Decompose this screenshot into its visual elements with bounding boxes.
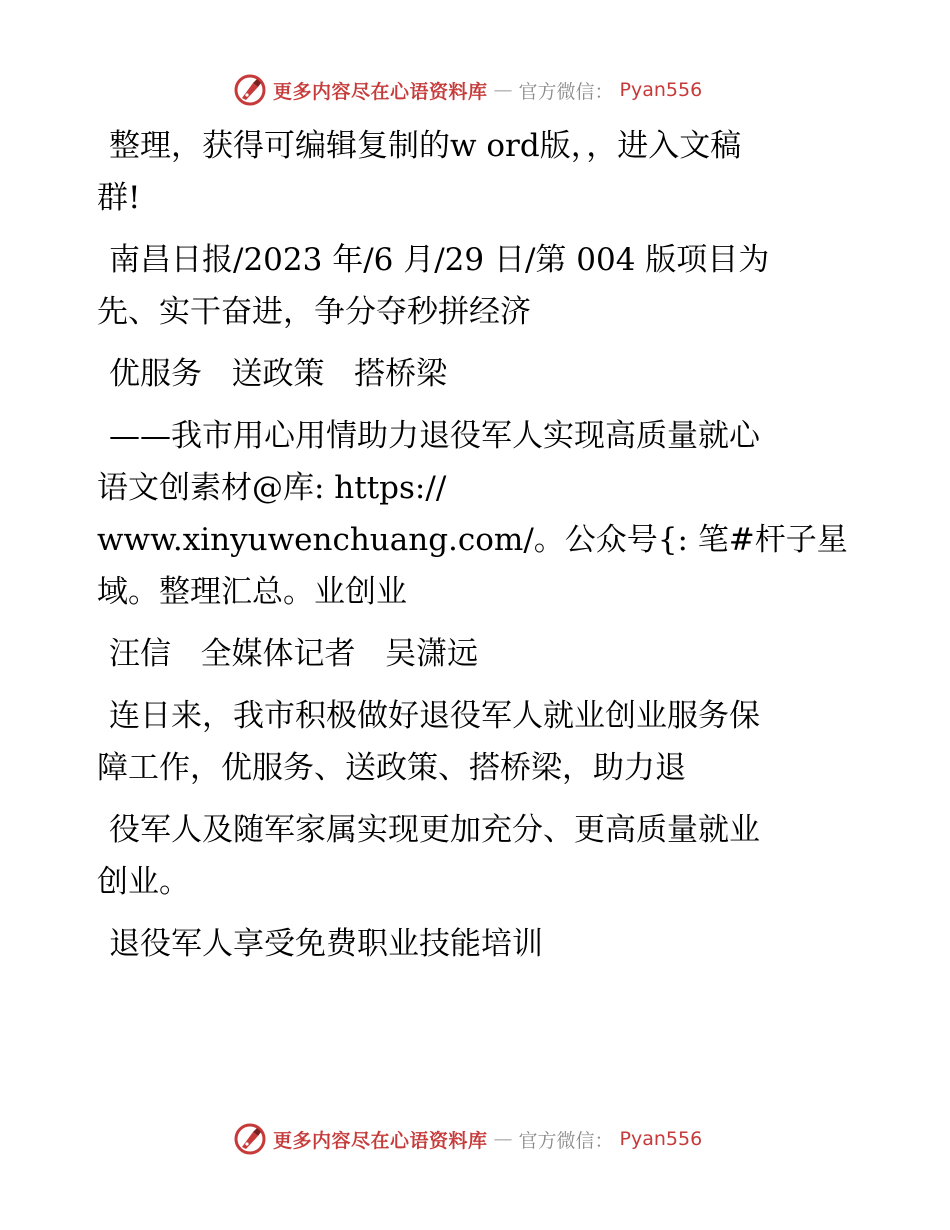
paragraph bbox=[97, 918, 857, 970]
pen-nib-logo-icon bbox=[233, 73, 267, 107]
watermark-wechat-label: 官方微信： bbox=[518, 80, 614, 103]
paragraph bbox=[97, 348, 857, 400]
text-line: 语文创素材@库: https:// bbox=[97, 470, 447, 506]
paragraph bbox=[97, 804, 857, 908]
pen-nib-logo-icon bbox=[233, 1122, 267, 1156]
text-line: 创业。 bbox=[97, 864, 190, 900]
text-line: 退役军人享受免费职业技能培训 bbox=[109, 926, 543, 962]
watermark-wechat-label: 官方微信： bbox=[518, 1129, 614, 1152]
text-line: 群! bbox=[97, 180, 141, 216]
watermark-wechat-id: Pyan556 bbox=[619, 1128, 703, 1150]
text-line: 先、实干奋进，争分夺秒拼经济 bbox=[97, 294, 531, 330]
text-line: 域。整理汇总。业创业 bbox=[97, 574, 407, 610]
watermark-brand-text: 更多内容尽在心语资料库 bbox=[273, 80, 488, 103]
paragraph bbox=[97, 234, 857, 338]
paragraph bbox=[97, 690, 857, 794]
watermark-separator: — bbox=[493, 79, 513, 101]
footer-watermark bbox=[233, 1121, 702, 1157]
text-line: 汪信 全媒体记者 吴潇远 bbox=[109, 636, 479, 672]
watermark-wechat-id: Pyan556 bbox=[619, 79, 703, 101]
watermark-brand-text: 更多内容尽在心语资料库 bbox=[273, 1129, 488, 1152]
text-line: 障工作，优服务、送政策、搭桥梁，助力退 bbox=[97, 750, 686, 786]
text-line: 连日来，我市积极做好退役军人就业创业服务保 bbox=[109, 698, 760, 734]
watermark-separator: — bbox=[493, 1128, 513, 1150]
text-line: www.xinyuwenchuang.com/。公众号{: 笔#杆子星 bbox=[97, 522, 848, 558]
text-line: 优服务 送政策 搭桥梁 bbox=[109, 356, 448, 392]
text-line: 南昌日报/2023 年/6 月/29 日/第 004 版项目为 bbox=[109, 242, 770, 278]
text-line: ——我市用心用情助力退役军人实现高质量就心 bbox=[109, 418, 760, 454]
paragraph bbox=[97, 628, 857, 680]
document-body bbox=[97, 120, 857, 980]
paragraph bbox=[97, 120, 857, 224]
paragraph bbox=[97, 410, 857, 618]
text-line: 整理，获得可编辑复制的w ord版，，进入文稿 bbox=[109, 128, 742, 164]
header-watermark bbox=[233, 72, 702, 108]
text-line: 役军人及随军家属实现更加充分、更高质量就业 bbox=[109, 812, 760, 848]
